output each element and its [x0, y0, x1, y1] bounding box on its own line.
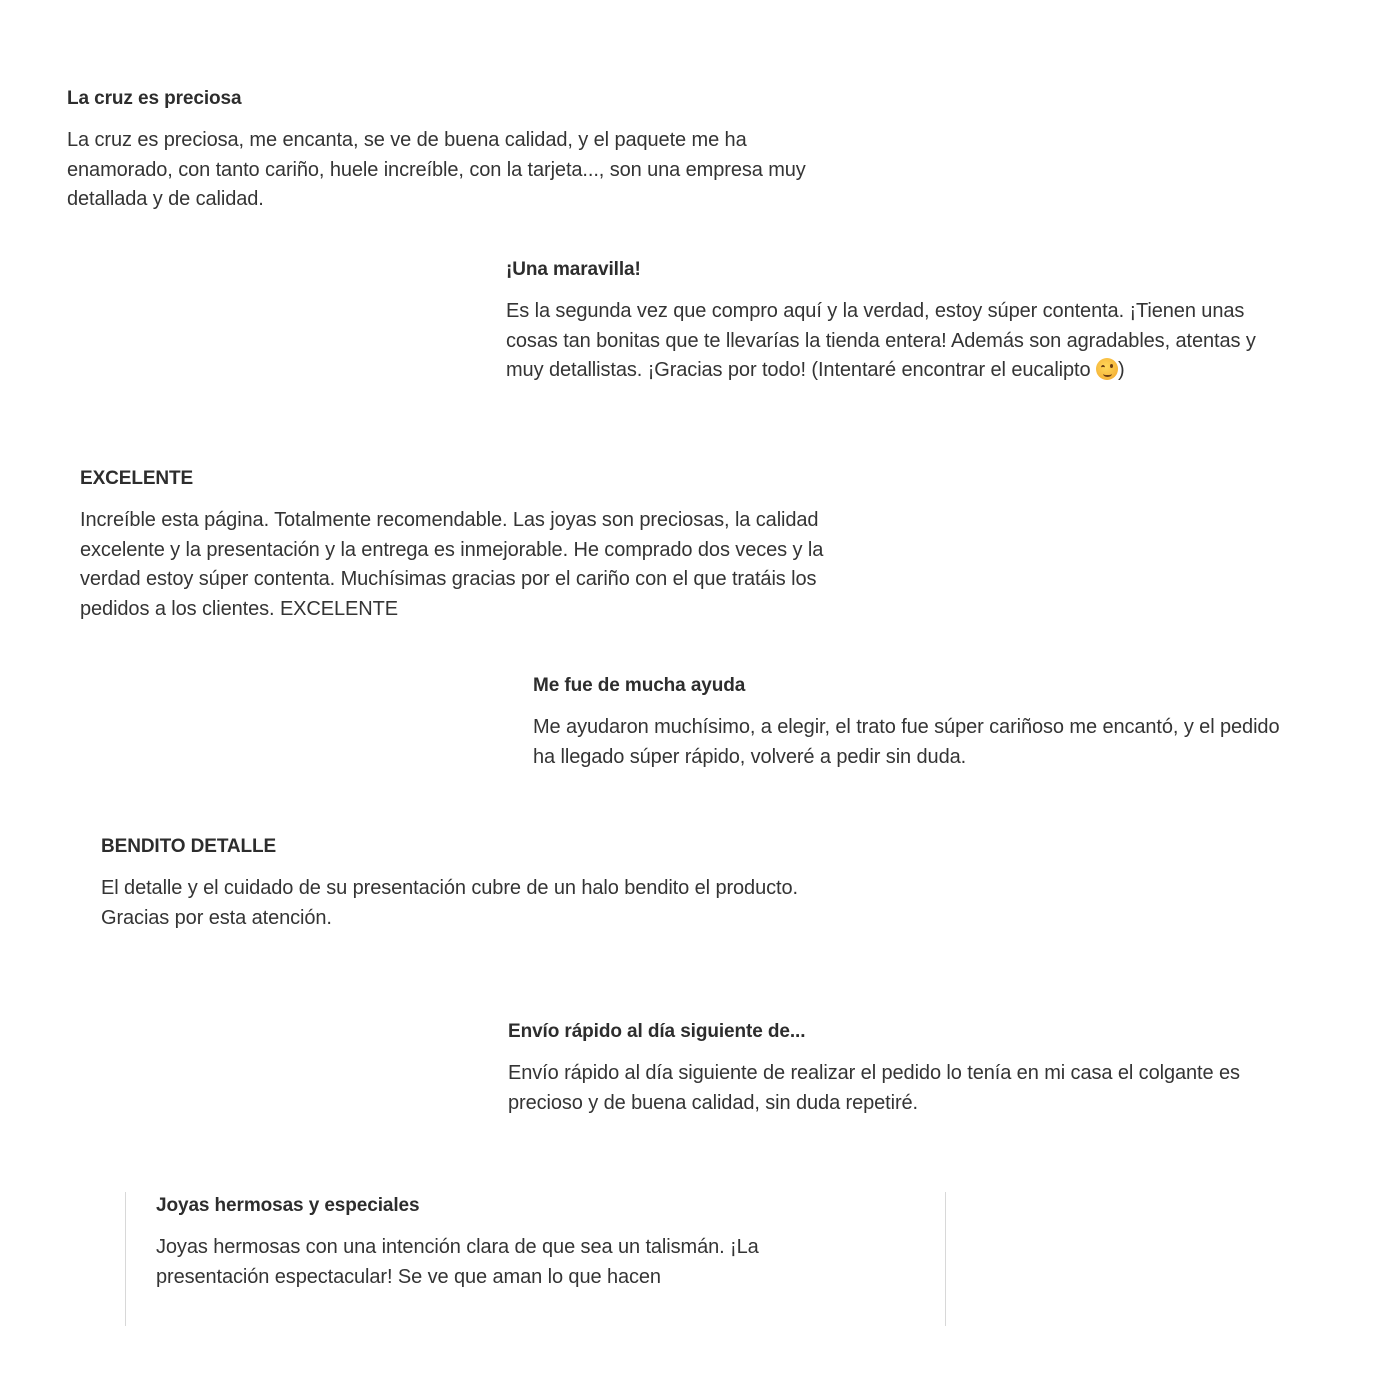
review-text-end: )	[1117, 359, 1125, 381]
review-card	[80, 468, 850, 624]
review-text-line-1: El detalle y el cuidado de su presentación cubre de un halo bendito el producto.	[101, 877, 798, 899]
review-title: EXCELENTE	[80, 468, 194, 489]
winking-face-icon	[1096, 358, 1118, 380]
review-text: Es la segunda vez que compro aquí y la verdad, estoy súper contenta. ¡Tienen unas cosas tan bonitas que te llevarías la tienda entera! Además son agradables, atentas y muy detallistas. ¡Gracias por todo! (Intentaré encontrar el eucalipto	[506, 300, 1256, 381]
review-text: Joyas hermosas con una intención clara de que sea un talismán. ¡La presentación espectacular! Se ve que aman lo que hacen	[156, 1236, 759, 1288]
review-title: Me fue de mucha ayuda	[533, 675, 746, 696]
review-text-line-2: Gracias por esta atención.	[101, 906, 332, 929]
review-text: Envío rápido al día siguiente de realizar el pedido lo tenía en mi casa el colgante es precioso y de buena calidad, sin duda repetiré.	[508, 1062, 1240, 1114]
review-text-container	[506, 297, 1296, 386]
review-title: La cruz es preciosa	[67, 88, 242, 109]
review-text	[101, 874, 901, 933]
review-card	[508, 1021, 1298, 1118]
review-title: BENDITO DETALLE	[101, 836, 277, 857]
review-text: Increíble esta página. Totalmente recomendable. Las joyas son preciosas, la calidad excelente y la presentación y la entrega es inmejorable. He comprado dos veces y la verdad estoy súper contenta. Muchísimas gracias por el cariño con el que tratáis los pedidos a los clientes. EXCELENTE	[80, 509, 824, 620]
review-card-active[interactable]	[125, 1192, 946, 1326]
review-title: Joyas hermosas y especiales	[156, 1195, 420, 1216]
review-card	[533, 675, 1293, 772]
review-card	[67, 88, 847, 215]
review-text: Me ayudaron muchísimo, a elegir, el trato fue súper cariñoso me encantó, y el pedido ha llegado súper rápido, volveré a pedir sin duda.	[533, 716, 1280, 768]
review-title: ¡Una maravilla!	[506, 259, 641, 280]
review-title: Envío rápido al día siguiente de...	[508, 1021, 806, 1042]
review-card	[101, 836, 901, 933]
review-text: La cruz es preciosa, me encanta, se ve de buena calidad, y el paquete me ha enamorado, con tanto cariño, huele increíble, con la tarjeta..., son una empresa muy detallada y de calidad.	[67, 129, 806, 210]
review-card	[506, 259, 1296, 386]
